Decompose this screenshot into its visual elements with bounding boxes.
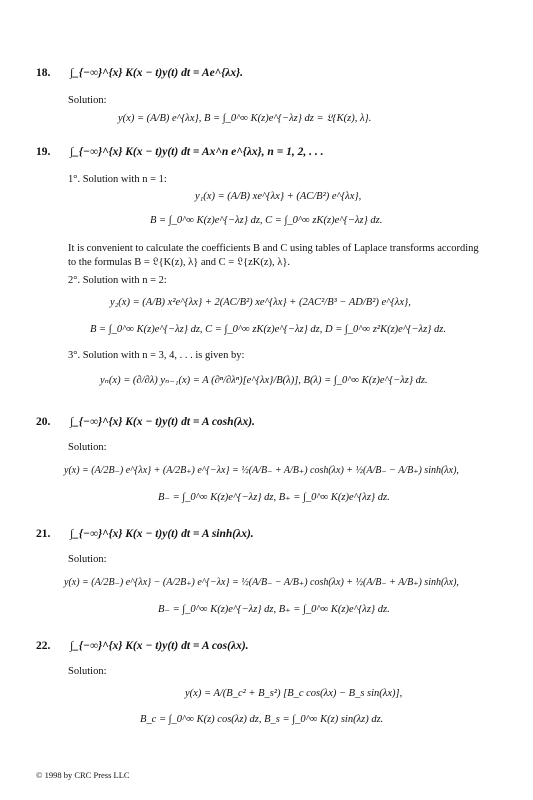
copyright-footer: © 1998 by CRC Press LLC <box>36 770 130 780</box>
formula-line: B₋ = ∫_0^∞ K(z)e^{−λz} dz, B₊ = ∫_0^∞ K(z)e^{λz} dz. <box>158 492 390 503</box>
solution-label: Solution: <box>68 666 107 677</box>
formula-line: y(x) = (A/2B₋) e^{λx} − (A/2B₊) e^{−λx} = ½(A/B₋ − A/B₊) cosh(λx) + ½(A/B₋ + A/B₊) sinh(λx), <box>64 577 459 588</box>
equation-number: 21. <box>36 528 51 540</box>
equation-number: 22. <box>36 640 51 652</box>
formula-line: B = ∫_0^∞ K(z)e^{−λz} dz, C = ∫_0^∞ zK(z)e^{−λz} dz, D = ∫_0^∞ z²K(z)e^{−λz} dz. <box>90 324 446 335</box>
equation-heading: ∫_{−∞}^{x} K(x − t)y(t) dt = A sinh(λx). <box>70 528 254 540</box>
formula-line: B_c = ∫_0^∞ K(z) cos(λz) dz, B_s = ∫_0^∞ K(z) sin(λz) dz. <box>140 714 384 725</box>
formula-line: y(x) = A/(B_c² + B_s²) [B_c cos(λx) − B_s sin(λx)], <box>185 688 403 699</box>
equation-heading: ∫_{−∞}^{x} K(x − t)y(t) dt = A cos(λx). <box>70 640 249 652</box>
equation-number: 18. <box>36 67 51 79</box>
formula-line: y(x) = (A/2B₋) e^{λx} + (A/2B₊) e^{−λx} = ½(A/B₋ + A/B₊) cosh(λx) + ½(A/B₋ − A/B₊) sinh(λx), <box>64 465 459 476</box>
formula-line: y₁(x) = (A/B) xe^{λx} + (AC/B²) e^{λx}, <box>195 191 362 202</box>
formula-line: yₙ(x) = (∂/∂λ) yₙ₋₁(x) = A (∂ⁿ/∂λⁿ)[e^{λx}/B(λ)], B(λ) = ∫_0^∞ K(z)e^{−λz} dz. <box>100 375 428 386</box>
formula-line: B₋ = ∫_0^∞ K(z)e^{−λz} dz, B₊ = ∫_0^∞ K(z)e^{λz} dz. <box>158 604 390 615</box>
equation-number: 19. <box>36 146 51 158</box>
part-label: 3°. Solution with n = 3, 4, . . . is given by: <box>68 350 245 361</box>
equation-heading: ∫_{−∞}^{x} K(x − t)y(t) dt = Ae^{λx}. <box>70 67 243 79</box>
equation-heading: ∫_{−∞}^{x} K(x − t)y(t) dt = Ax^n e^{λx}, n = 1, 2, . . . <box>70 146 324 158</box>
part-label: 1°. Solution with n = 1: <box>68 174 167 185</box>
part-label: 2°. Solution with n = 2: <box>68 275 167 286</box>
formula-line: B = ∫_0^∞ K(z)e^{−λz} dz, C = ∫_0^∞ zK(z)e^{−λz} dz. <box>150 215 383 226</box>
equation-heading: ∫_{−∞}^{x} K(x − t)y(t) dt = A cosh(λx). <box>70 416 255 428</box>
equation-number: 20. <box>36 416 51 428</box>
explanatory-note: It is convenient to calculate the coefficients B and C using tables of Laplace transforms according to the formulas B = 𝔏{K(z), λ} and C = 𝔏{zK(z), λ}. <box>68 243 479 268</box>
solution-label: Solution: <box>68 95 107 106</box>
formula-line: y₂(x) = (A/B) x²e^{λx} + 2(AC/B²) xe^{λx} + (2AC²/B³ − AD/B²) e^{λx}, <box>110 297 411 308</box>
solution-label: Solution: <box>68 442 107 453</box>
solution-label: Solution: <box>68 554 107 565</box>
formula-line: y(x) = (A/B) e^{λx}, B = ∫_0^∞ K(z)e^{−λz} dz = 𝔏{K(z), λ}. <box>118 113 372 124</box>
